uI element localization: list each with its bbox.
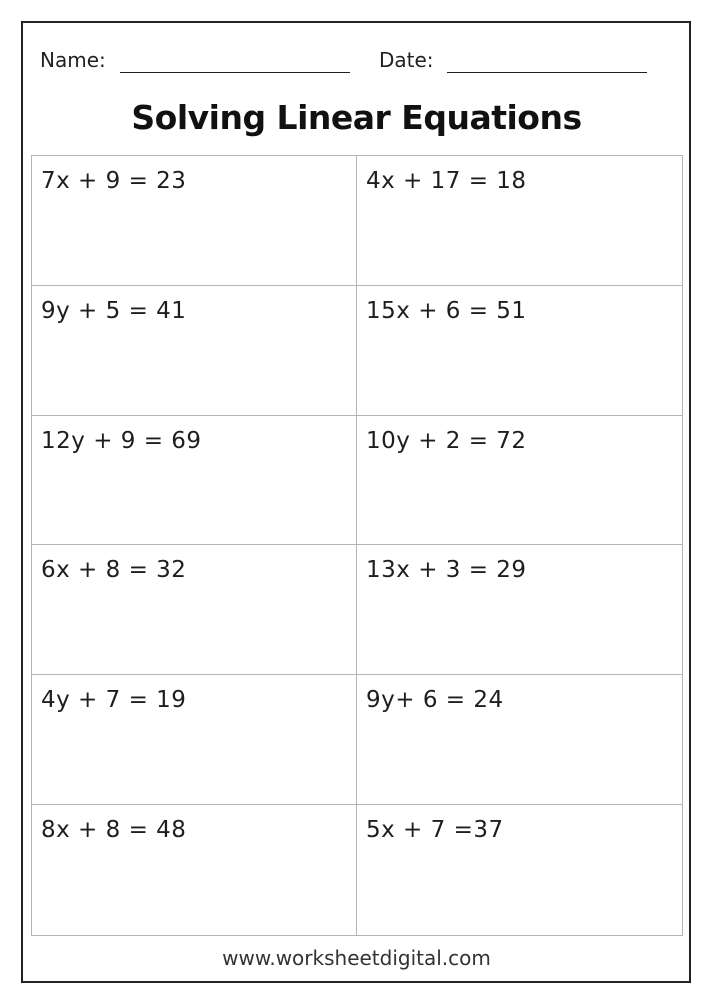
equation-text: 15x + 6 = 51 [366,297,527,324]
equation-cell [357,545,682,675]
equation-text: 10y + 2 = 72 [366,427,527,454]
equation-cell [32,416,357,546]
date-label: Date: [379,48,434,72]
equation-text: 6x + 8 = 32 [41,557,187,584]
equation-text: 12y + 9 = 69 [41,427,202,454]
equation-cell [32,286,357,416]
equation-cell [32,805,357,935]
equation-text: 13x + 3 = 29 [366,557,527,584]
equation-grid [31,155,683,936]
equation-text: 4y + 7 = 19 [41,687,187,714]
equation-text: 9y+ 6 = 24 [366,687,504,714]
name-label: Name: [40,48,106,72]
website-footer: www.worksheetdigital.com [222,946,491,970]
date-blank-line [447,72,647,73]
equation-text: 7x + 9 = 23 [41,168,187,194]
equation-text: 9y + 5 = 41 [41,297,187,324]
equation-cell [357,156,682,286]
equation-text: 8x + 8 = 48 [41,817,187,844]
equation-cell [357,286,682,416]
equation-cell [357,416,682,546]
equation-cell [32,156,357,286]
name-blank-line [120,72,350,73]
equation-cell [32,675,357,805]
equation-cell [357,805,682,935]
equation-text: 4x + 17 = 18 [366,168,527,194]
worksheet-title: Solving Linear Equations [131,98,582,137]
equation-cell [32,545,357,675]
equation-cell [357,675,682,805]
equation-text: 5x + 7 =37 [366,817,504,844]
